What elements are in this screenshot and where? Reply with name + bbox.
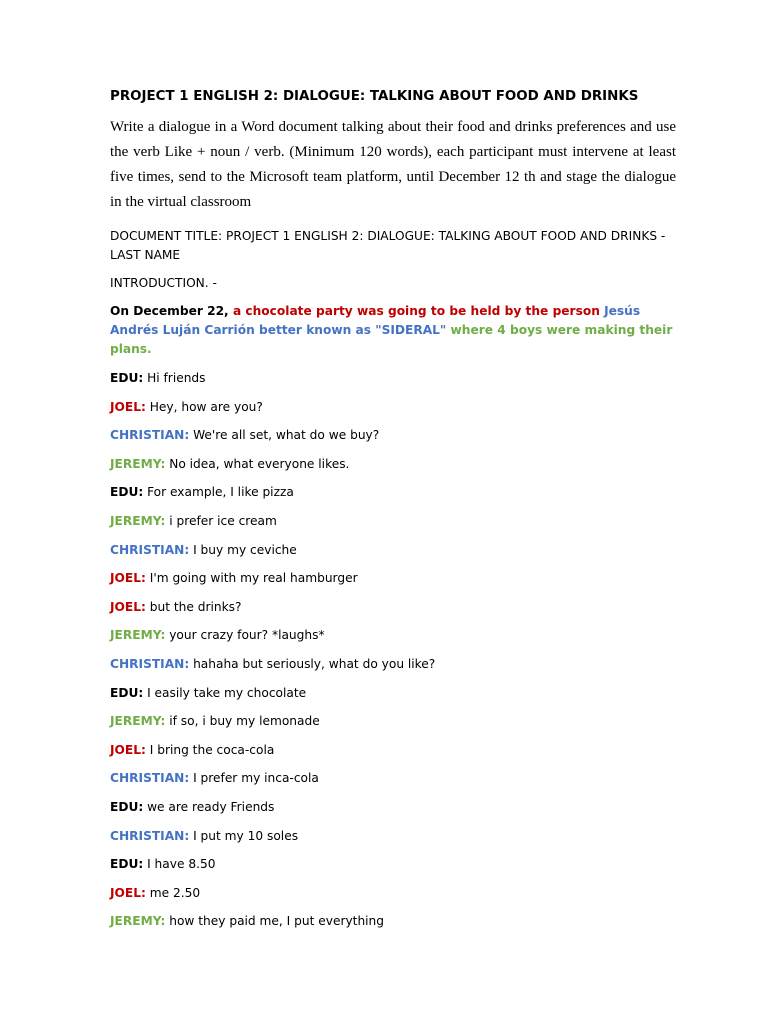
dialogue-line	[110, 426, 676, 455]
story-host: Jesús Andrés Luján Carrión better known as "SIDERAL"	[110, 304, 641, 337]
story-date: On December 22,	[110, 304, 233, 318]
dialogue-text: I prefer my inca-cola	[189, 771, 319, 786]
dialogue-line	[110, 855, 676, 884]
dialogue-text: Hey, how are you?	[145, 399, 263, 414]
dialogue-line	[110, 884, 676, 913]
dialogue-text: but the drinks?	[145, 599, 242, 614]
dialogue-text: I have 8.50	[143, 857, 216, 872]
dialogue-line	[110, 769, 676, 798]
dialogue-speaker: CHRISTIAN:	[110, 428, 190, 443]
dialogue-speaker: EDU:	[110, 799, 144, 814]
assignment-instructions: Write a dialogue in a Word document talking about their food and drinks preferences and use the verb Like + noun / verb. (Minimum 120 words), each participant must intervene at least five times, send to the Microsoft team platform, until December 12 th and stage the dialogue in the virtual classroom	[110, 119, 676, 210]
dialogue-line	[110, 455, 676, 484]
dialogue-line	[110, 655, 676, 684]
document-title-line: DOCUMENT TITLE: PROJECT 1 ENGLISH 2: DIALOGUE: TALKING ABOUT FOOD AND DRINKS - LAST NAME	[110, 229, 666, 262]
dialogue-speaker: JOEL:	[110, 599, 146, 614]
dialogue-text: hahaha but seriously, what do you like?	[189, 656, 436, 671]
dialogue-speaker: CHRISTIAN:	[110, 771, 190, 786]
dialogue-text: how they paid me, I put everything	[165, 914, 385, 929]
dialogue-text: me 2.50	[145, 885, 201, 900]
dialogue-speaker: CHRISTIAN:	[110, 656, 190, 671]
dialogue-list	[110, 369, 676, 941]
dialogue-speaker: CHRISTIAN:	[110, 828, 190, 843]
dialogue-text: No idea, what everyone likes.	[165, 456, 350, 471]
dialogue-line	[110, 569, 676, 598]
dialogue-speaker: JEREMY:	[110, 714, 166, 729]
dialogue-speaker: EDU:	[110, 857, 144, 872]
dialogue-speaker: JEREMY:	[110, 628, 166, 643]
dialogue-speaker: CHRISTIAN:	[110, 542, 190, 557]
dialogue-text: i prefer ice cream	[165, 513, 277, 528]
dialogue-line	[110, 512, 676, 541]
dialogue-speaker: EDU:	[110, 685, 144, 700]
dialogue-text: we are ready Friends	[143, 799, 275, 814]
dialogue-line	[110, 741, 676, 770]
document-page	[110, 87, 676, 941]
dialogue-line	[110, 598, 676, 627]
dialogue-text: I bring the coca-cola	[145, 742, 275, 757]
dialogue-speaker: JOEL:	[110, 742, 146, 757]
story-event: a chocolate party was going to be held by the person	[232, 304, 605, 318]
dialogue-speaker: JOEL:	[110, 399, 146, 414]
dialogue-text: Hi friends	[143, 371, 206, 385]
dialogue-text: I'm going with my real hamburger	[145, 571, 358, 586]
dialogue-text: I buy my ceviche	[189, 542, 297, 557]
dialogue-speaker: EDU:	[110, 371, 144, 385]
dialogue-text: For example, I like pizza	[143, 485, 294, 500]
dialogue-speaker: JEREMY:	[110, 456, 166, 471]
dialogue-text: I easily take my chocolate	[143, 685, 307, 700]
dialogue-text: your crazy four? *laughs*	[165, 628, 325, 643]
dialogue-text: I put my 10 soles	[189, 828, 299, 843]
dialogue-speaker: JOEL:	[110, 885, 146, 900]
dialogue-line	[110, 827, 676, 856]
dialogue-line	[110, 369, 676, 398]
dialogue-line	[110, 483, 676, 512]
dialogue-speaker: JEREMY:	[110, 914, 166, 929]
dialogue-speaker: EDU:	[110, 485, 144, 500]
introduction-heading: INTRODUCTION. -	[110, 276, 217, 290]
dialogue-line	[110, 798, 676, 827]
dialogue-text: if so, i buy my lemonade	[165, 714, 320, 729]
dialogue-text: We're all set, what do we buy?	[189, 428, 380, 443]
dialogue-line	[110, 912, 676, 941]
dialogue-line	[110, 684, 676, 713]
dialogue-speaker: JOEL:	[110, 571, 146, 586]
dialogue-line	[110, 398, 676, 427]
story-plans: where 4 boys were making their plans.	[110, 323, 673, 356]
dialogue-line	[110, 712, 676, 741]
dialogue-speaker: JEREMY:	[110, 513, 166, 528]
dialogue-line	[110, 626, 676, 655]
document-heading: PROJECT 1 ENGLISH 2: DIALOGUE: TALKING ABOUT FOOD AND DRINKS	[110, 89, 639, 104]
story-introduction	[110, 302, 676, 359]
dialogue-line	[110, 541, 676, 570]
